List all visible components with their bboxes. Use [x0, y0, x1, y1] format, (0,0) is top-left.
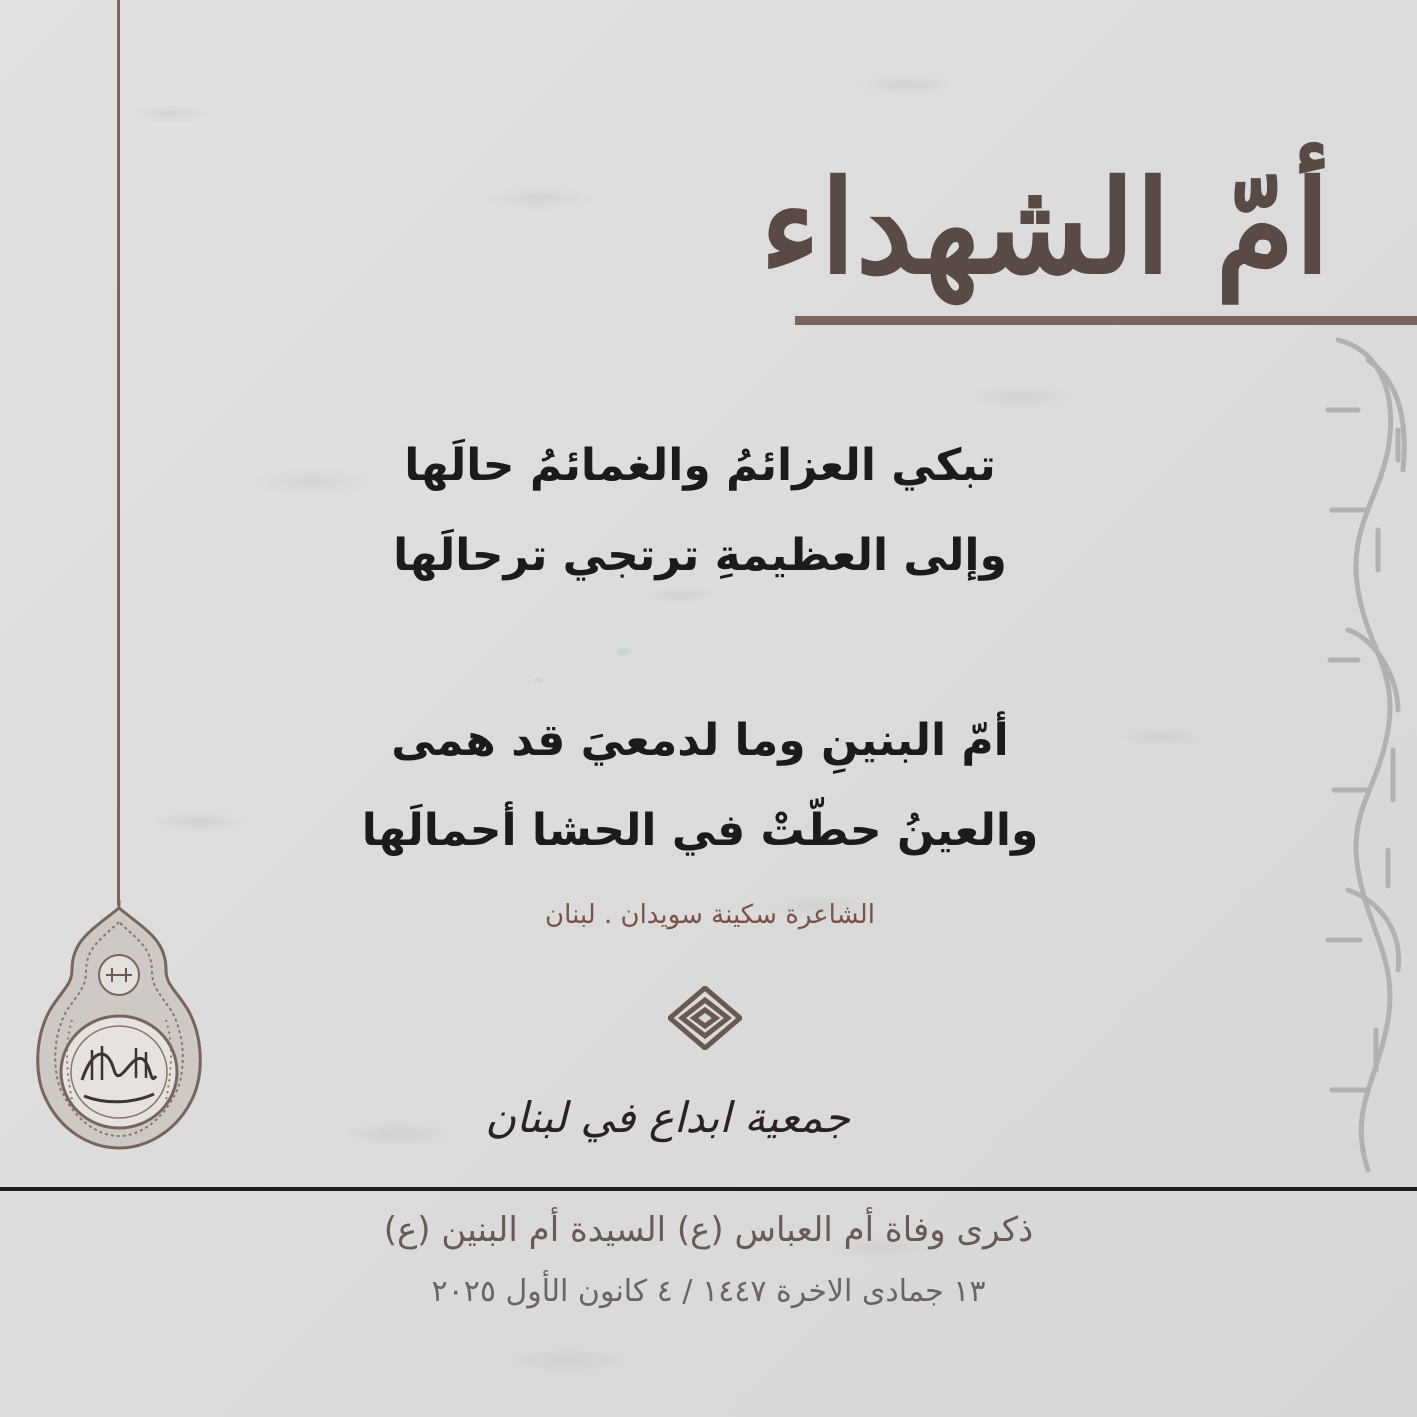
- verse-line-2: وإلى العظيمةِ ترتجي ترحالَها: [393, 530, 1007, 581]
- verse-line-1: تبكي العزائمُ والغمائمُ حالَها: [404, 440, 996, 491]
- occasion-text: ذكرى وفاة أم العباس (ع) السيدة أم البنين (ع): [383, 1210, 1034, 1250]
- page-title: أمّ الشهداء: [759, 153, 1330, 303]
- footer-divider: [0, 1187, 1417, 1191]
- pendant-medallion: [32, 900, 206, 1150]
- kufic-emblem-icon: [668, 986, 742, 1050]
- date-text: ١٣ جمادى الاخرة ١٤٤٧ / ٤ كانون الأول ٢٠٢٥: [431, 1274, 986, 1309]
- verse-line-4: والعينُ حطّتْ في الحشا أحمالَها: [361, 805, 1039, 856]
- poet-credit: الشاعرة سكينة سويدان . لبنان: [545, 900, 875, 930]
- organization-logo: جمعية ابداع في لبنان: [485, 1093, 850, 1142]
- verse-line-3: أمّ البنينِ وما لدمعيَ قد همى: [391, 715, 1009, 766]
- vertical-divider-line: [117, 0, 120, 905]
- decorative-calligraphy-border: [1318, 330, 1417, 1190]
